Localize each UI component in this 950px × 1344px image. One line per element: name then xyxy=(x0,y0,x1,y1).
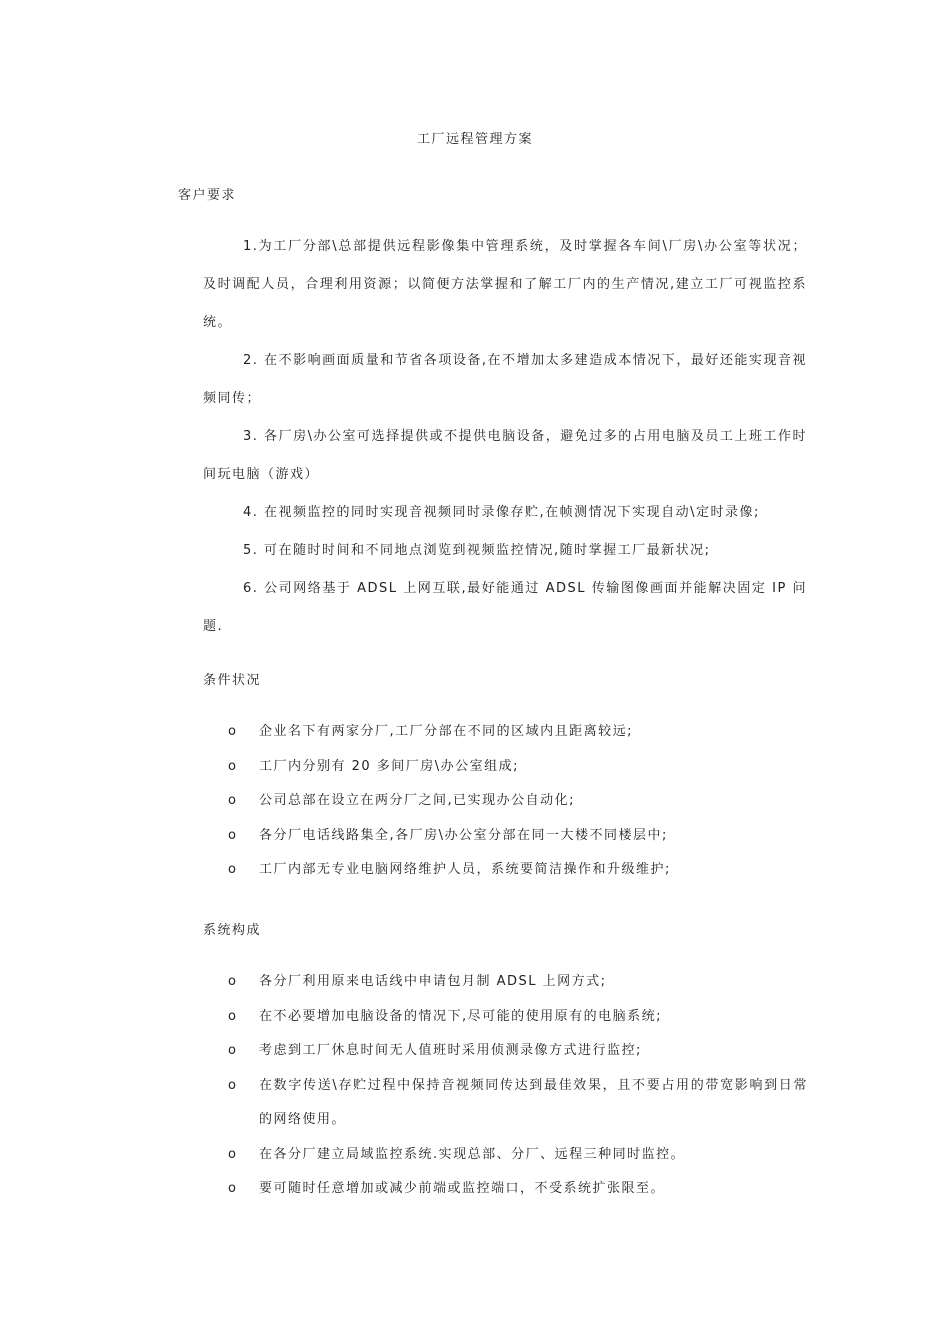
section-heading-conditions: 条件状况 xyxy=(203,673,262,688)
list-item-text: 在各分厂建立局域监控系统.实现总部、分厂、远程三种同时监控。 xyxy=(259,1146,686,1162)
list-item-text: 要可随时任意增加或减少前端或监控端口，不受系统扩张限至。 xyxy=(259,1181,666,1196)
list-item xyxy=(228,715,808,750)
list-item xyxy=(228,965,808,1000)
requirement-paragraph-5: 5. 可在随时时间和不同地点浏览到视频监控情况,随时掌握工厂最新状况; xyxy=(243,543,711,558)
list-item xyxy=(228,1172,808,1207)
requirement-paragraph-4: 4. 在视频监控的同时实现音视频同时录像存贮,在帧测情况下实现自动\定时录像; xyxy=(243,505,760,520)
bullet-mark: o xyxy=(228,1043,238,1058)
bullet-mark: o xyxy=(228,1146,238,1162)
conditions-list xyxy=(228,715,808,888)
bullet-mark: o xyxy=(228,724,238,739)
bullet-mark: o xyxy=(228,862,238,877)
list-item-text: 工厂内部无专业电脑网络维护人员，系统要简洁操作和升级维护; xyxy=(259,862,671,877)
list-item xyxy=(228,853,808,888)
list-item xyxy=(228,1034,808,1069)
bullet-mark: o xyxy=(228,974,238,989)
requirement-paragraph-6: 6. 公司网络基于 ADSL 上网互联,最好能通过 ADSL 传输图像画面并能解决固定 IP 问题. xyxy=(203,581,807,634)
list-item-text: 各分厂利用原来电话线中申请包月制 ADSL 上网方式; xyxy=(259,974,607,989)
list-item xyxy=(228,1000,808,1035)
bullet-mark: o xyxy=(228,1181,238,1196)
list-item-text: 企业名下有两家分厂,工厂分部在不同的区域内且距离较远; xyxy=(259,724,634,739)
list-item-text: 各分厂电话线路集全,各厂房\办公室分部在同一大楼不同楼层中; xyxy=(259,827,668,843)
list-item-text: 在不必要增加电脑设备的情况下,尽可能的使用原有的电脑系统; xyxy=(259,1008,663,1024)
bullet-mark: o xyxy=(228,793,238,808)
bullet-mark: o xyxy=(228,1077,238,1093)
requirement-paragraph-1: 1.为工厂分部\总部提供远程影像集中管理系统，及时掌握各车间\厂房\办公室等状况；及时调配人员，合理利用资源；以简便方法掌握和了解工厂内的生产情况,建立工厂可视监控系统。 xyxy=(203,239,807,330)
list-item xyxy=(228,1069,808,1138)
bullet-mark: o xyxy=(228,758,238,774)
section-heading-customer-requirements: 客户要求 xyxy=(178,188,237,203)
list-item-text: 在数字传送\存贮过程中保持音视频同传达到最佳效果，且不要占用的带宽影响到日常的网络使用。 xyxy=(259,1077,808,1127)
bullet-mark: o xyxy=(228,827,238,843)
list-item xyxy=(228,819,808,854)
list-item-text: 工厂内分别有 20 多间厂房\办公室组成; xyxy=(259,758,520,774)
list-item-text: 公司总部在设立在两分厂之间,已实现办公自动化; xyxy=(259,793,576,808)
list-item xyxy=(228,750,808,785)
requirement-paragraph-2: 2. 在不影响画面质量和节省各项设备,在不增加太多建造成本情况下，最好还能实现音视频同传； xyxy=(203,353,807,406)
system-composition-list xyxy=(228,965,808,1207)
section-heading-system-composition: 系统构成 xyxy=(203,923,262,938)
list-item-text: 考虑到工厂休息时间无人值班时采用侦测录像方式进行监控; xyxy=(259,1043,642,1058)
list-item xyxy=(228,1138,808,1173)
list-item xyxy=(228,784,808,819)
requirement-paragraph-3: 3. 各厂房\办公室可选择提供或不提供电脑设备，避免过多的占用电脑及员工上班工作时间玩电脑（游戏） xyxy=(203,429,807,482)
document-title: 工厂远程管理方案 xyxy=(416,132,533,147)
bullet-mark: o xyxy=(228,1008,238,1024)
